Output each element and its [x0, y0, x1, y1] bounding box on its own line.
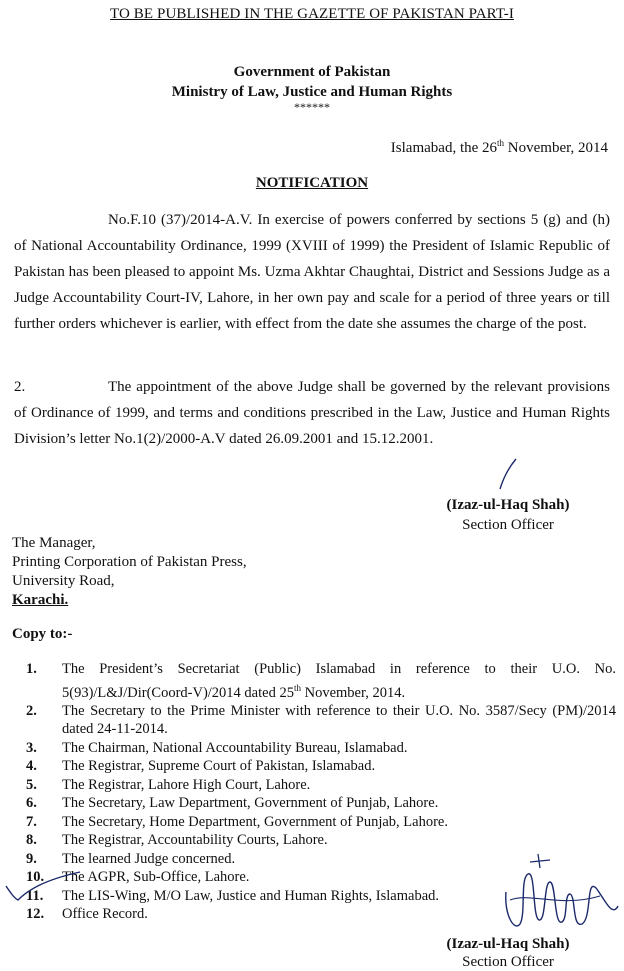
signatory-designation: Section Officer	[462, 517, 554, 533]
list-item	[26, 702, 616, 739]
list-item-text: Office Record.	[62, 906, 148, 923]
list-item-number: 9.	[26, 850, 37, 867]
list-item-text: The Registrar, Supreme Court of Pakistan, Islamabad.	[62, 758, 376, 775]
list-item	[26, 660, 616, 702]
government-heading: Government of Pakistan	[233, 64, 391, 80]
issue-date	[391, 138, 608, 157]
list-item-text: The Secretary to the Prime Minister with reference to their U.O. No. 3587/Secy (PM)/2014 dated 24-11-2014.	[62, 702, 616, 738]
initial-mark	[494, 456, 524, 496]
list-item-number: 10.	[26, 869, 45, 886]
address-city: Karachi.	[12, 592, 69, 608]
list-item	[26, 813, 616, 832]
paragraph-1-text: No.F.10 (37)/2014-A.V. In exercise of powers conferred by sections 5 (g) and (h) of National Accountability Ordinance, 1999 (XVIII of 1999) the President of Islamic Republic of Pakistan has been pleased to appoint Ms. Uzma Akhtar Chaughtai, District and Sessions Judge as a Judge Accountability Court-IV, Lahore, in her own pay and scale for a period of three years or till further orders whichever is earlier, with effect from the date she assumes the charge of the post.	[14, 212, 610, 332]
list-item-number: 4.	[26, 758, 37, 775]
ministry-heading: Ministry of Law, Justice and Human Rights	[171, 84, 453, 100]
date-prefix: Islamabad, the 26	[390, 140, 498, 156]
address-line-2: Printing Corporation of Pakistan Press,	[12, 554, 247, 570]
list-item	[26, 794, 616, 813]
list-item-text: The Secretary, Law Department, Government of Punjab, Lahore.	[62, 795, 439, 812]
list-item-text: The AGPR, Sub-Office, Lahore.	[62, 869, 250, 886]
list-item-number: 2.	[26, 702, 37, 719]
heading-stars: ******	[294, 100, 330, 114]
list-item-text: The Registrar, Lahore High Court, Lahore.	[62, 776, 311, 793]
signature-icon	[500, 848, 622, 936]
list-item-number: 3.	[26, 739, 37, 756]
list-item-text: The learned Judge concerned.	[62, 850, 236, 867]
list-item-text: The Chairman, National Accountability Bureau, Islamabad.	[62, 739, 408, 756]
paragraph-1	[14, 207, 610, 337]
list-item-text: The LIS-Wing, M/O Law, Justice and Human Rights, Islamabad.	[62, 887, 440, 904]
paragraph-2-text: The appointment of the above Judge shall be governed by the relevant provisions of Ordinance of 1999, and terms and conditions prescribed in the Law, Justice and Human Rights Division’s letter No.1(2)/2000-A.V dated 26.09.2001 and 15.12.2001.	[14, 379, 610, 447]
list-item-text: The President’s Secretariat (Public) Islamabad in reference to their U.O. No. 5(93)/L&J/Dir(Coord-V)/2014 dated 25	[62, 661, 616, 701]
list-item-number: 7.	[26, 813, 37, 830]
list-item-text: The Registrar, Accountability Courts, Lahore.	[62, 832, 328, 849]
list-item	[26, 757, 616, 776]
list-item-tail: November, 2014.	[300, 684, 406, 701]
list-item-sup: th	[293, 682, 301, 693]
address-block	[12, 534, 247, 610]
address-line-1: The Manager,	[12, 535, 96, 551]
check-mark-icon	[4, 868, 84, 904]
date-rest: November, 2014	[504, 140, 608, 156]
signatory-name: (Izaz-ul-Haq Shah)	[446, 497, 570, 513]
list-item-text: The Secretary, Home Department, Government of Punjab, Lahore.	[62, 813, 448, 830]
signatory-block-bottom	[408, 935, 608, 971]
signatory-name-bottom: (Izaz-ul-Haq Shah)	[446, 936, 570, 952]
date-ordinal: th	[497, 138, 505, 148]
address-line-3: University Road,	[12, 573, 115, 589]
paragraph-2	[14, 374, 610, 452]
paragraph-2-number: 2.	[14, 379, 26, 395]
list-item-number: 1.	[26, 661, 37, 677]
notification-title: NOTIFICATION	[255, 175, 369, 191]
signatory-designation-bottom: Section Officer	[462, 954, 554, 970]
list-item-number: 6.	[26, 795, 37, 812]
list-item-number: 8.	[26, 832, 37, 849]
gazette-publication-note: TO BE PUBLISHED IN THE GAZETTE OF PAKISTAN PART-I	[110, 6, 514, 22]
list-item-number: 11.	[26, 887, 44, 904]
list-item	[26, 739, 616, 758]
copy-to-label: Copy to:-	[12, 626, 73, 642]
list-item	[26, 776, 616, 795]
signatory-block	[408, 495, 608, 535]
list-item-number: 12.	[26, 906, 45, 923]
list-item-number: 5.	[26, 776, 37, 793]
